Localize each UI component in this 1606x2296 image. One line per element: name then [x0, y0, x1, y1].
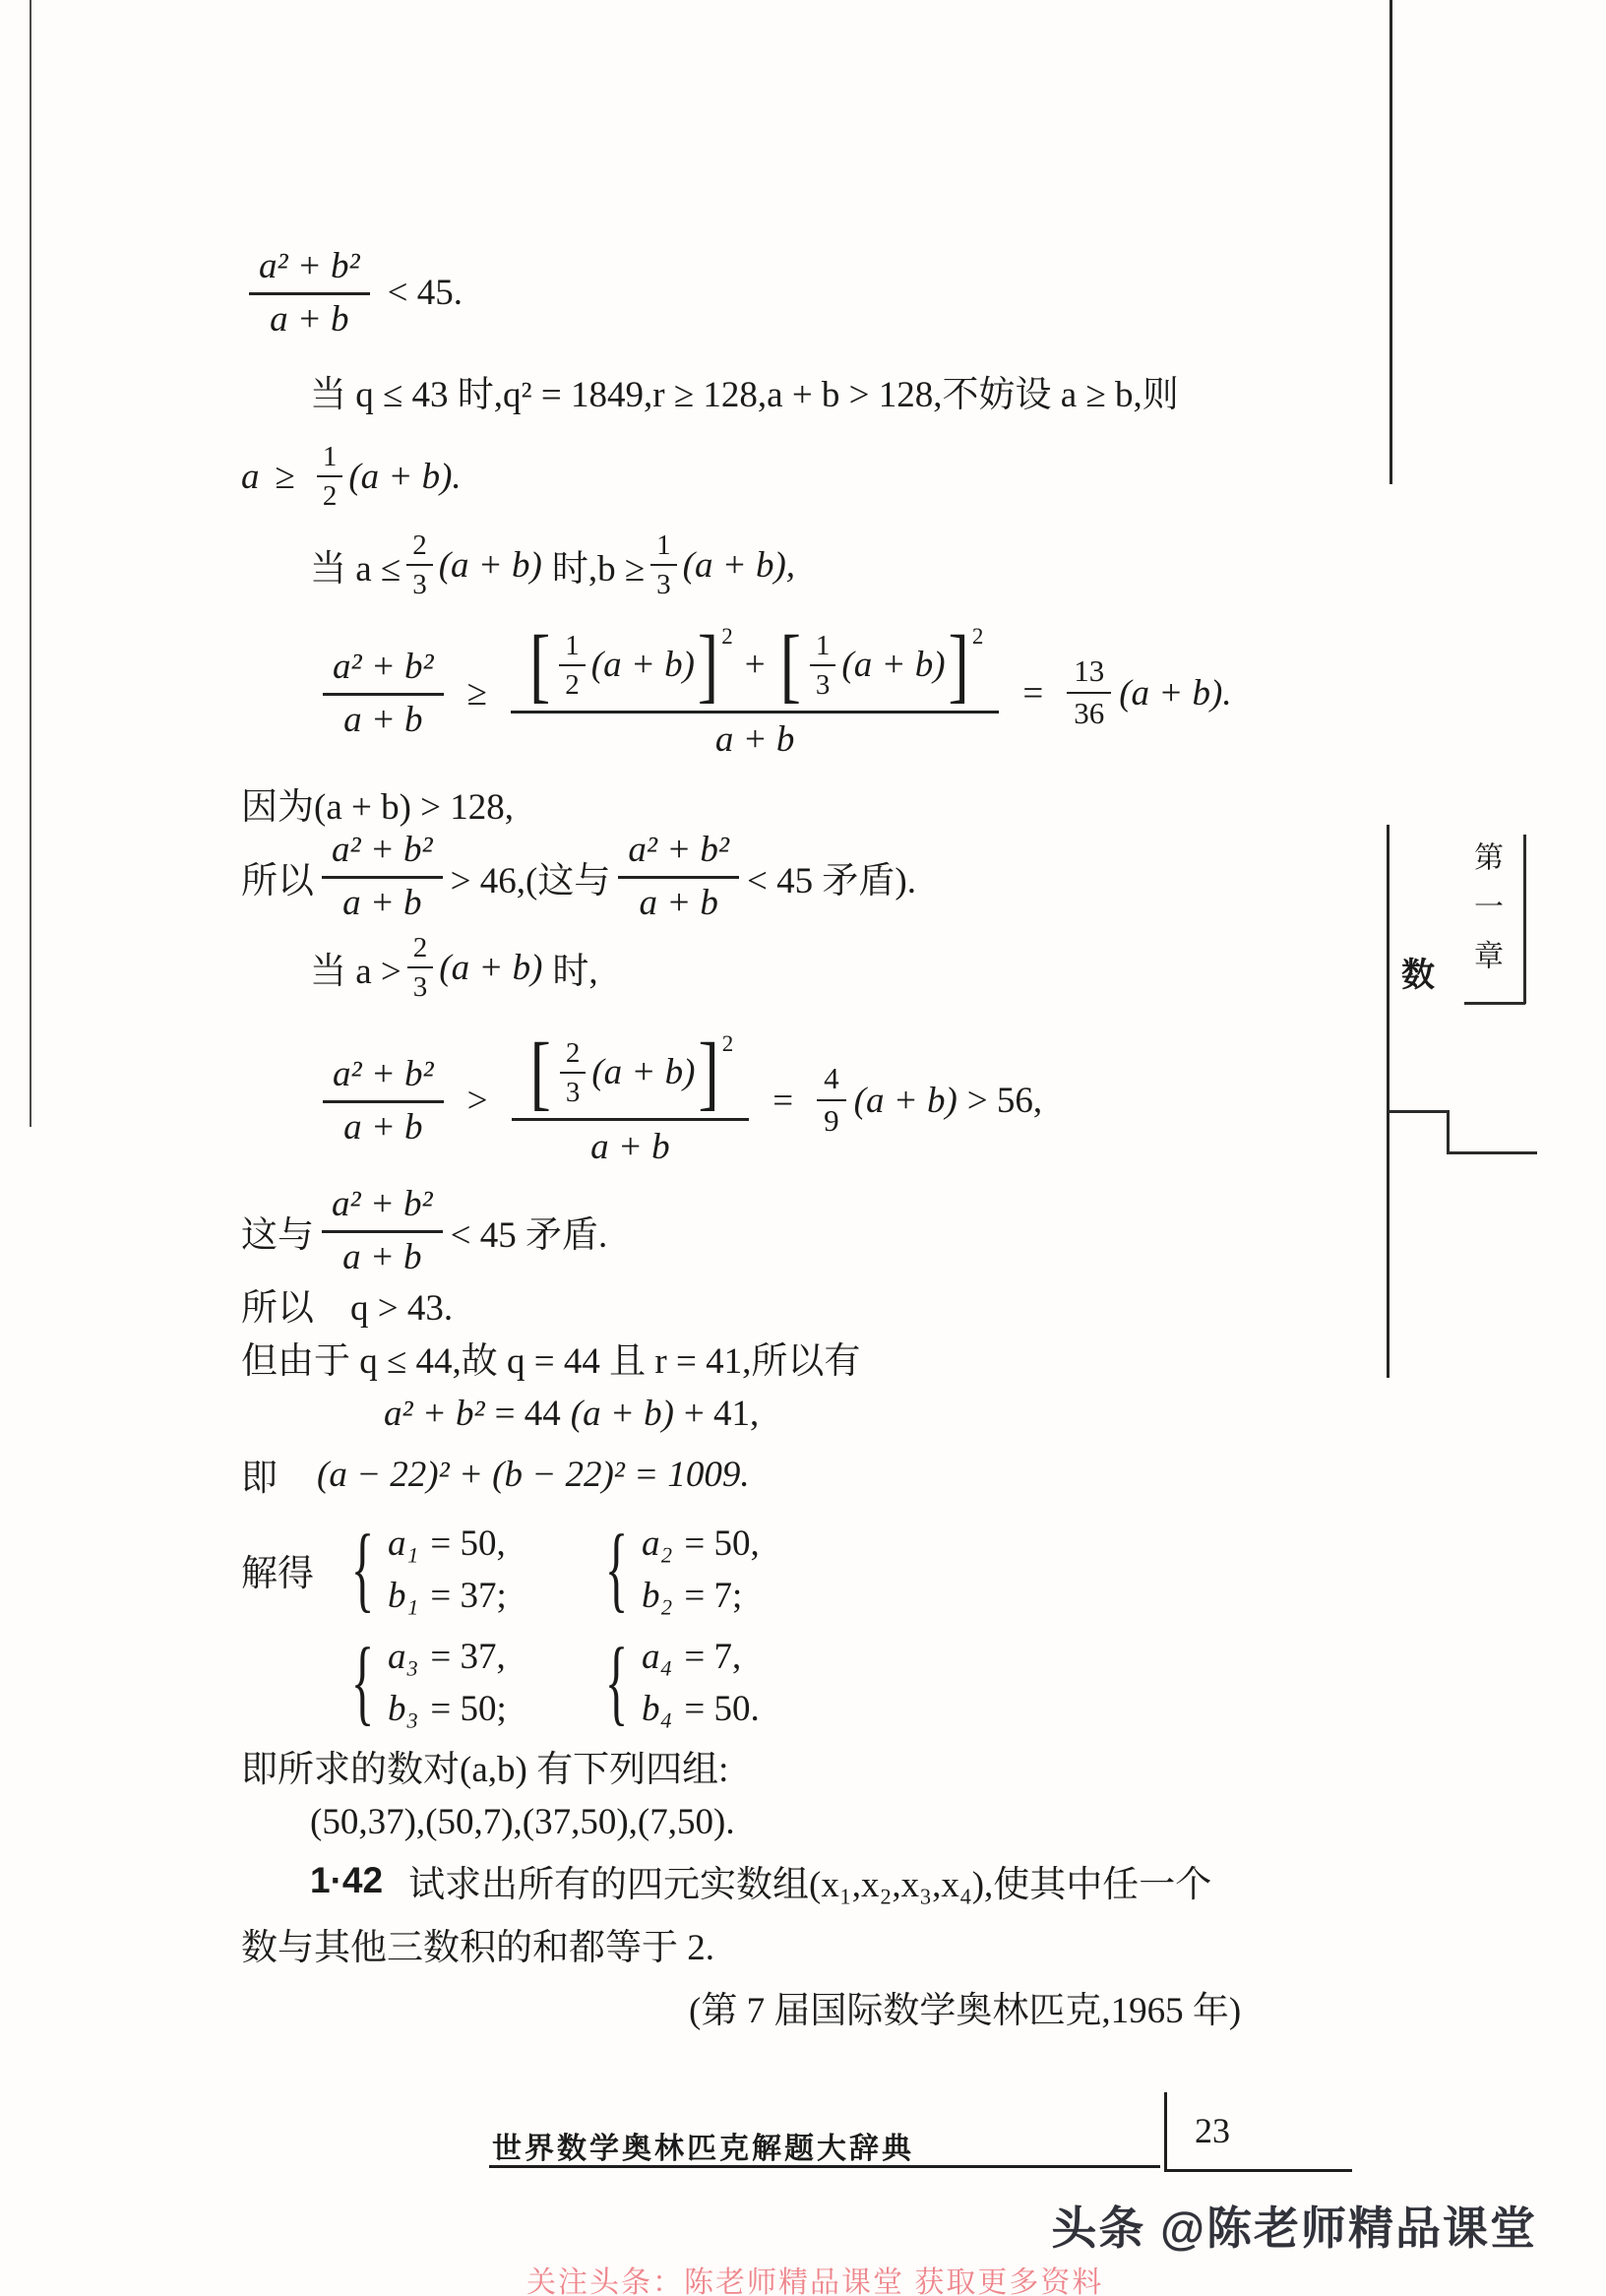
bracketed-term: [527, 1025, 734, 1118]
text: 即: [241, 1458, 278, 1499]
equation: [388, 1575, 507, 1616]
denominator: a + b: [639, 883, 718, 923]
math-text: (a + b): [590, 644, 695, 685]
math-line: (50,37),(50,7),(37,50),(7,50).: [310, 1801, 735, 1842]
relation-symbol: ≥: [466, 672, 487, 714]
equation: [642, 1575, 760, 1616]
left-brace: {: [350, 1629, 375, 1736]
exponent: 2: [971, 623, 984, 649]
math-line: [241, 432, 1309, 521]
denominator: 3: [656, 569, 671, 600]
equation-system: [593, 1516, 847, 1623]
text: 时,b ≥: [551, 549, 646, 590]
fraction: [323, 1054, 444, 1148]
fraction: [322, 1184, 443, 1277]
variable: a₄: [642, 1636, 673, 1677]
left-brace: {: [604, 1516, 629, 1623]
text-line: 但由于 q ≤ 44,故 q = 44 且 r = 41,所以有: [241, 1341, 861, 1382]
math-text: (a + b),: [682, 544, 796, 586]
footer-rule: [489, 2165, 1160, 2168]
denominator: a + b: [714, 718, 795, 760]
math-text: (a + b): [438, 544, 542, 586]
left-bracket: [: [529, 1025, 551, 1118]
equation-system: [340, 1629, 593, 1736]
numerator: 2: [407, 933, 434, 968]
text: 时,: [552, 952, 598, 992]
math-text: (a + b).: [348, 456, 462, 497]
variable: a₁: [388, 1522, 419, 1564]
math-text: (a + b): [591, 1051, 696, 1092]
chapter-rule: [1387, 825, 1390, 1378]
equation: [642, 1636, 760, 1677]
fraction: [560, 1038, 587, 1108]
equation-line: [241, 609, 1309, 776]
math-text: (a + b): [853, 1080, 957, 1121]
fraction: [650, 530, 677, 600]
exponent: 2: [721, 1030, 734, 1056]
text-line: 当 q ≤ 43 时,q² = 1849,r ≥ 128,a + b > 128,不妨设 a ≥ b,则: [310, 375, 1179, 415]
problem-source: (第 7 届国际数学奥林匹克,1965 年): [689, 1991, 1242, 2031]
numerator: 1: [810, 631, 836, 666]
chapter-tab-line: [1523, 835, 1526, 1004]
denominator: 2: [322, 480, 338, 512]
equation: [642, 1522, 760, 1564]
math-text: (a + b): [841, 644, 946, 685]
text-line: 所以 q > 43.: [241, 1288, 454, 1329]
variable: a₂: [642, 1522, 673, 1564]
math-line: [241, 923, 1309, 1012]
page-number: 23: [1195, 2111, 1230, 2150]
fraction: [323, 647, 444, 740]
denominator: a + b: [342, 883, 422, 923]
chapter-step-line: [1447, 1151, 1537, 1154]
relation: < 45.: [387, 273, 463, 313]
value: = 50.: [684, 1688, 760, 1729]
fraction: [817, 1063, 846, 1137]
margin-rule-top-right: [1390, 0, 1392, 484]
fraction: [317, 442, 343, 512]
numerator: 1: [317, 442, 343, 477]
left-brace: {: [604, 1629, 629, 1736]
equals-symbol: =: [772, 1080, 794, 1121]
text: 当 a >: [310, 952, 402, 992]
chapter-title-char: 数: [1401, 958, 1435, 994]
solution-text: [241, 246, 1309, 2033]
variable: b₁: [388, 1575, 419, 1616]
text: 当 a ≤: [310, 549, 402, 590]
system-column: [642, 1522, 760, 1616]
numerator: 1: [559, 631, 586, 666]
fraction: [407, 933, 434, 1003]
denominator: a + b: [590, 1126, 670, 1167]
numerator: a² + b²: [323, 647, 444, 696]
value: = 7,: [684, 1636, 742, 1677]
numerator: a² + b²: [323, 1054, 444, 1103]
numerator: 2: [406, 530, 433, 566]
system-column: [388, 1522, 507, 1616]
numerator: 2: [560, 1038, 587, 1074]
numerator: 4: [817, 1063, 846, 1101]
right-bracket: ]: [698, 1025, 719, 1118]
numerator: a² + b²: [322, 830, 443, 879]
fraction: [810, 631, 836, 701]
variable: b₃: [388, 1688, 419, 1729]
math-text: = 44: [494, 1393, 561, 1434]
left-bracket: [: [528, 618, 551, 711]
denominator: a + b: [343, 699, 423, 740]
equation-system: [340, 1516, 593, 1623]
value: = 7;: [684, 1575, 743, 1616]
numerator: a² + b²: [618, 830, 739, 879]
fraction: [249, 246, 370, 340]
relation-symbol: >: [466, 1080, 488, 1121]
text: 这与: [241, 1214, 314, 1256]
math-text: (a + b): [439, 947, 543, 988]
denominator: a + b: [342, 1237, 422, 1277]
problem-statement: [241, 1854, 1309, 1907]
denominator: 9: [824, 1103, 839, 1138]
denominator: 3: [815, 669, 831, 702]
numerator: a² + b²: [249, 246, 370, 295]
value: = 50;: [430, 1688, 507, 1729]
math-line: [241, 1184, 1309, 1277]
problem-text: 试求出所有的四元实数组(x₁,x₂,x₃,x₄),使其中任一个: [408, 1865, 1212, 1905]
equals-symbol: =: [1022, 672, 1044, 714]
chapter-label: 第一章: [1469, 841, 1502, 989]
footer-book-title: 世界数学奥林匹克解题大辞典: [492, 2133, 914, 2165]
equation: [388, 1522, 507, 1564]
math-text: (a − 22)² + (b − 22)² = 1009.: [317, 1454, 750, 1495]
solution-systems: [241, 1513, 1309, 1626]
right-bracket: ]: [948, 618, 969, 711]
fraction: [1067, 655, 1111, 729]
fraction: [511, 618, 999, 760]
denominator: a + b: [270, 299, 349, 340]
chapter-step-line: [1447, 1110, 1450, 1153]
problem-number: 1·42: [310, 1860, 384, 1900]
math-text: (a + b).: [1119, 672, 1232, 714]
bracketed-term: [526, 618, 733, 711]
text-line: 即所求的数对(a,b) 有下列四组:: [241, 1750, 729, 1790]
system-column: [388, 1636, 507, 1729]
denominator: 3: [412, 971, 428, 1003]
numerator: [511, 618, 999, 714]
equation: [388, 1688, 507, 1729]
math-line: [241, 830, 1309, 923]
math-line: [241, 521, 1309, 609]
fraction: [322, 830, 443, 923]
value: = 37,: [430, 1636, 506, 1677]
value: = 50,: [430, 1522, 506, 1564]
text-line: 因为(a + b) > 128,: [241, 787, 515, 828]
text: > 46,(这与: [450, 860, 611, 901]
text: 所以: [241, 860, 314, 901]
math-line: [241, 246, 1309, 340]
problem-statement: 数与其他三数积的和都等于 2.: [241, 1928, 714, 1968]
value: = 50,: [684, 1522, 760, 1564]
variable: b₂: [642, 1575, 673, 1616]
page-edge-line: [30, 0, 31, 1127]
variable: a₃: [388, 1636, 419, 1677]
text: < 45 矛盾.: [450, 1214, 608, 1256]
math-line: [241, 1389, 1309, 1438]
math-text: a² + b²: [384, 1393, 485, 1434]
left-brace: {: [350, 1516, 375, 1623]
numerator: a² + b²: [322, 1184, 443, 1233]
denominator: a + b: [343, 1106, 423, 1148]
denominator: 2: [565, 669, 580, 702]
right-bracket: ]: [697, 618, 719, 711]
math-line: [241, 1448, 1309, 1501]
math-text: + 41,: [683, 1393, 760, 1434]
equation-system: [593, 1629, 847, 1736]
numerator: 13: [1067, 655, 1111, 694]
solution-systems: [241, 1626, 1309, 1739]
chapter-tab-line: [1464, 1002, 1525, 1005]
denominator: 3: [412, 569, 427, 600]
bracketed-term: [777, 618, 984, 711]
fraction: [512, 1025, 750, 1167]
variable: a: [241, 456, 260, 497]
exponent: 2: [721, 623, 733, 649]
watermark-subline: 关注头条：陈老师精品课堂 获取更多资料: [526, 2266, 1104, 2296]
solve-label: 解得: [241, 1553, 314, 1594]
math-text: (a + b): [570, 1393, 674, 1434]
plus-operator: +: [744, 644, 766, 685]
page-number-box: [1164, 2092, 1352, 2172]
numerator: 1: [650, 530, 677, 566]
fraction: [406, 530, 433, 600]
equation: [388, 1636, 507, 1677]
left-bracket: [: [779, 618, 801, 711]
equation: [642, 1688, 760, 1729]
denominator: 3: [565, 1077, 581, 1109]
watermark-headline: 头条 @陈老师精品课堂: [1051, 2203, 1537, 2254]
fraction: [559, 631, 586, 701]
math-text: > 56,: [966, 1080, 1043, 1121]
system-column: [642, 1636, 760, 1729]
fraction: [618, 830, 739, 923]
relation-symbol: ≥: [275, 456, 295, 497]
value: = 37;: [430, 1575, 507, 1616]
numerator: [512, 1025, 750, 1121]
equation-line: [241, 1017, 1309, 1184]
chapter-step-line: [1388, 1110, 1449, 1113]
denominator: 36: [1074, 696, 1105, 730]
variable: b₄: [642, 1688, 673, 1729]
text: < 45 矛盾).: [747, 860, 916, 901]
